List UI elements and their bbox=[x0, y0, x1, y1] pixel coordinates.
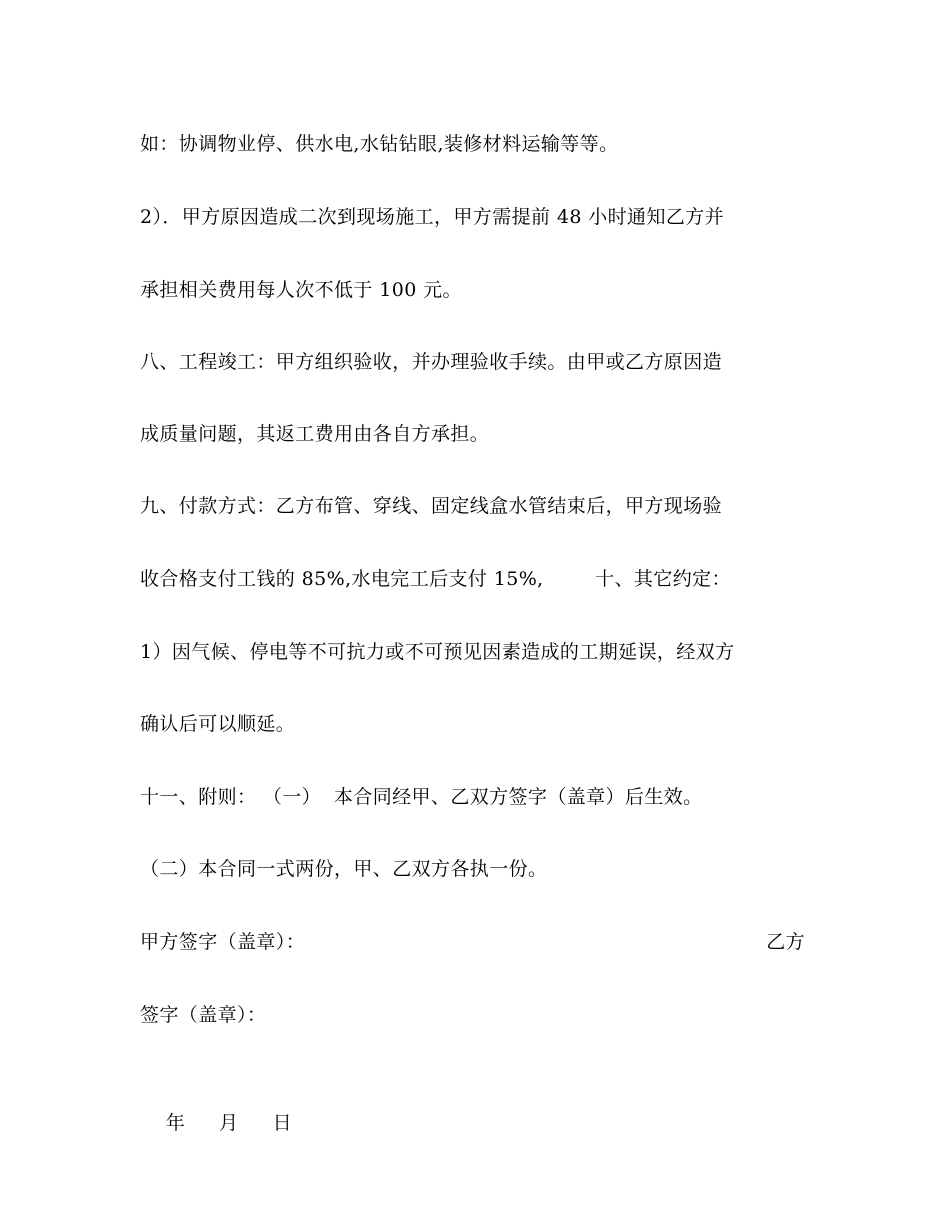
text-line: 八、工程竣工：甲方组织验收，并办理验收手续。由甲或乙方原因造 bbox=[140, 351, 723, 373]
text-line: 承担相关费用每人次不低于 100 元。 bbox=[140, 279, 462, 301]
date-day-label: 日 bbox=[272, 1112, 292, 1134]
party-b-signature-label-end: 签字（盖章）： bbox=[140, 1004, 267, 1026]
date-row bbox=[140, 1069, 805, 1134]
text-line: 成质量问题，其返工费用由各自方承担。 bbox=[140, 423, 490, 445]
text-line: 2）．甲方原因造成二次到现场施工，甲方需提前 48 小时通知乙方并 bbox=[140, 206, 725, 228]
date-month-label: 月 bbox=[219, 1112, 239, 1134]
text-line: 收合格支付工钱的 85%,水电完工后支付 15%, 十、其它约定： bbox=[140, 568, 731, 590]
party-b-signature-label-start: 乙方 bbox=[766, 931, 805, 953]
signature-row bbox=[140, 924, 805, 960]
text-line: （二）本合同一式两份，甲、乙双方各执一份。 bbox=[140, 858, 548, 880]
date-year-label: 年 bbox=[165, 1112, 186, 1134]
text-line: 确认后可以顺延。 bbox=[140, 713, 296, 735]
text-line: 十一、附则： （一） 本合同经甲、乙双方签字（盖章）后生效。 bbox=[140, 786, 703, 808]
text-line: 1）因气候、停电等不可抗力或不可预见因素造成的工期延误，经双方 bbox=[140, 641, 735, 663]
party-a-signature-label: 甲方签字（盖章）： bbox=[140, 931, 306, 953]
text-line: 九、付款方式：乙方布管、穿线、固定线盒水管结束后，甲方现场验 bbox=[140, 495, 723, 517]
text-line: 如：协调物业停、供水电,水钻钻眼,装修材料运输等等。 bbox=[140, 133, 619, 155]
